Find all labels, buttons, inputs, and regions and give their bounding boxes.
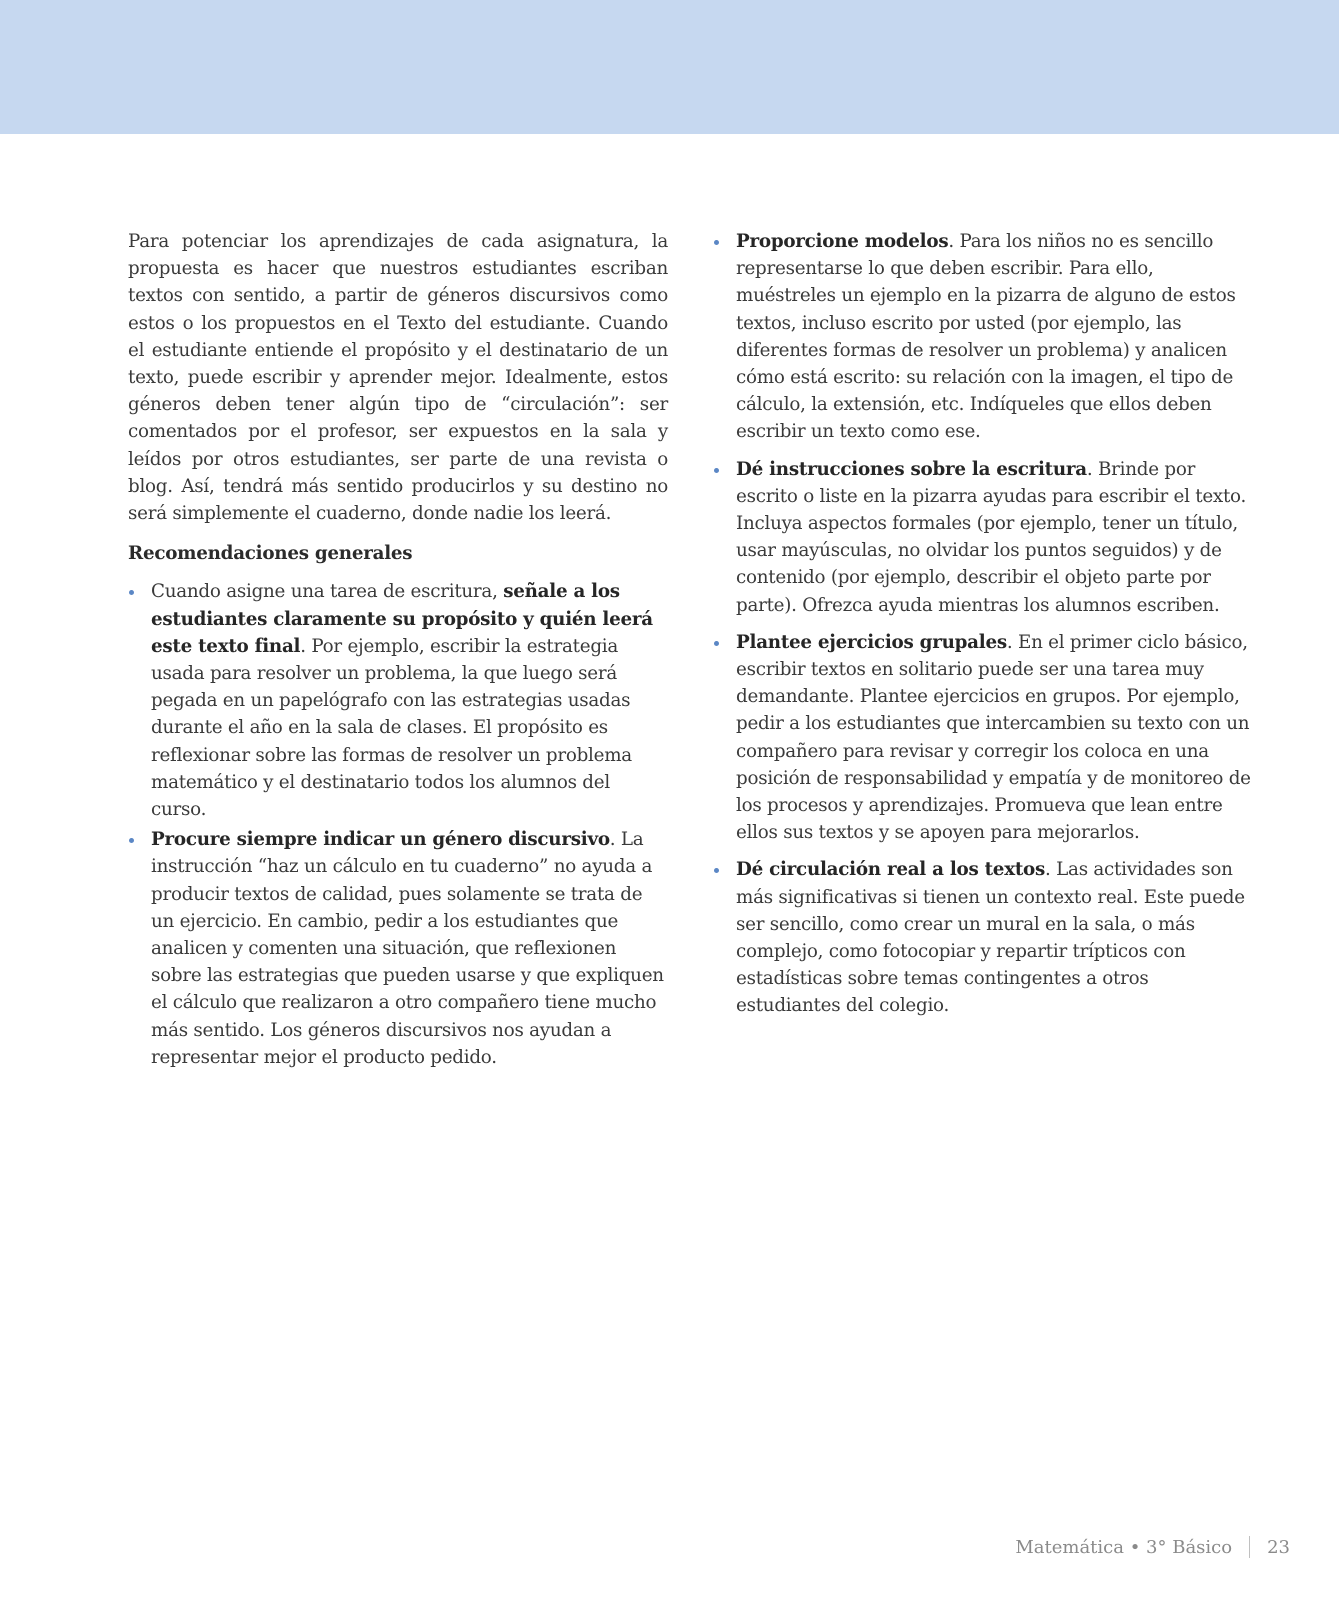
top-header-band (0, 0, 1339, 134)
footer-label: Matemática • 3° Básico (1015, 1536, 1233, 1558)
emphasis-text: Proporcione modelos (736, 231, 949, 252)
list-item: Procure siempre indicar un género discursivo. La instrucción “haz un cálculo en tu cuaderno” no ayuda a producir textos de calidad, pues solamente se trata de un ejercicio. En cambio, pedir a los estudiantes que analicen y comenten una situación, que reflexionen sobre las estrategias que pueden usarse y que expliquen el cálculo que realizaron a otro compañero tiene mucho más sentido. Los géneros discursivos nos ayudan a representar mejor el producto pedido. (128, 826, 668, 1071)
page-footer (1015, 1536, 1290, 1558)
list-item: Cuando asigne una tarea de escritura, señale a los estudiantes claramente su propósito y quién leerá este texto final. Por ejemplo, escribir la estrategia usada para resolver un problema, la que luego será pegada en un papelógrafo con las estrategias usadas durante el año en la sala de clases. El propósito es reflexionar sobre las formas de resolver un problema matemático y el destinatario todos los alumnos del curso. (128, 578, 668, 823)
page-number: 23 (1267, 1536, 1290, 1558)
recommendations-list-continued (713, 228, 1257, 1020)
emphasis-text: señale a los estudiantes claramente su propósito y quién leerá este texto final (151, 581, 653, 657)
list-item: Dé instrucciones sobre la escritura. Brinde por escrito o liste en la pizarra ayudas para escribir el texto. Incluya aspectos formales (por ejemplo, tener un título, usar mayúsculas, no olvidar los puntos seguidos) y de contenido (por ejemplo, describir el objeto parte por parte). Ofrezca ayuda mientras los alumnos escriben. (713, 456, 1257, 619)
right-column (713, 228, 1257, 1030)
list-item: Dé circulación real a los textos. Las actividades son más significativas si tienen un contexto real. Este puede ser sencillo, como crear un mural en la sala, o más complejo, como fotocopiar y repartir trípticos con estadísticas sobre temas contingentes a otros estudiantes del colegio. (713, 856, 1257, 1019)
list-item: Plantee ejercicios grupales. En el primer ciclo básico, escribir textos en solitario puede ser una tarea muy demandante. Plantee ejercicios en grupos. Por ejemplo, pedir a los estudiantes que intercambien su texto con un compañero para revisar y corregir los coloca en una posición de responsabilidad y empatía y de monitoreo de los procesos y aprendizajes. Promueva que lean entre ellos sus textos y se apoyen para mejorarlos. (713, 629, 1257, 847)
emphasis-text: Plantee ejercicios grupales (736, 631, 1007, 653)
list-item: Proporcione modelos. Para los niños no es sencillo representarse lo que deben escribir. Para ello, muéstreles un ejemplo en la pizarra de alguno de estos textos, incluso escrito por usted (por ejemplo, las diferentes formas de resolver un problema) y analicen cómo está escrito: su relación con la imagen, el tipo de cálculo, la extensión, etc. Indíqueles que ellos deben escribir un texto como ese. (713, 228, 1257, 446)
intro-paragraph: Para potenciar los aprendizajes de cada asignatura, la propuesta es hacer que nuestros estudiantes escriban textos con sentido, a partir de géneros discursivos como estos o los propuestos en el Texto del estudiante. Cuando el estudiante entiende el propósito y el destinatario de un texto, puede escribir y aprender mejor. Idealmente, estos géneros deben tener algún tipo de “circulación”: ser comentados por el profesor, ser expuestos en la sala y leídos por otros estudiantes, ser parte de una revista o blog. Así, tendrá más sentido producirlos y su destino no será simplemente el cuaderno, donde nadie los leerá. (128, 231, 668, 525)
emphasis-text: Dé circulación real a los textos (736, 859, 1046, 881)
emphasis-text: Dé instrucciones sobre la escritura (736, 458, 1087, 480)
section-heading: Recomendaciones generales (128, 543, 413, 565)
footer-divider (1249, 1536, 1250, 1558)
recommendations-list (128, 578, 668, 1071)
left-column (128, 228, 668, 1074)
emphasis-text: Procure siempre indicar un género discursivo (151, 829, 610, 851)
